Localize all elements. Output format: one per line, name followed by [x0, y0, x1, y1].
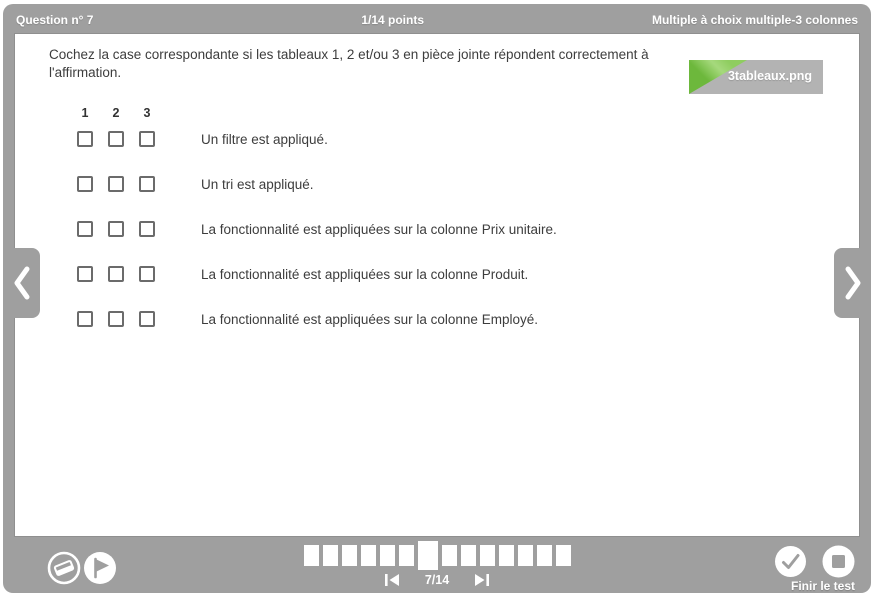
matrix-row [77, 221, 825, 237]
matrix-column-header: 1 [81, 106, 89, 121]
answer-checkbox-col3[interactable] [139, 221, 155, 237]
progress-label: 7/14 [424, 573, 450, 587]
progress-square[interactable] [399, 545, 414, 566]
answer-checkbox-col1[interactable] [77, 221, 93, 237]
answer-checkbox-col2[interactable] [108, 176, 124, 192]
answer-checkbox-col3[interactable] [139, 176, 155, 192]
progress-square[interactable] [442, 545, 457, 566]
matrix-row [77, 311, 825, 327]
header-bar [3, 4, 871, 33]
question-type-label: Multiple à choix multiple-3 colonnes [651, 12, 858, 27]
answer-checkbox-col2[interactable] [108, 311, 124, 327]
flag-icon [83, 551, 117, 585]
matrix-row [77, 176, 825, 192]
attachment-filename: 3tableaux.png [727, 69, 812, 83]
answer-checkbox-col2[interactable] [108, 221, 124, 237]
next-question-icon [473, 573, 490, 587]
pager [277, 573, 597, 587]
flag-question-button[interactable] [83, 551, 117, 585]
footer-bar [3, 537, 871, 593]
statement-label: Un tri est appliqué. [201, 176, 314, 192]
eraser-icon [47, 551, 81, 585]
progress-square-current[interactable] [418, 541, 438, 570]
answer-checkbox-col1[interactable] [77, 131, 93, 147]
progress-square[interactable] [499, 545, 514, 566]
eraser-button[interactable] [47, 551, 81, 585]
progress-square[interactable] [342, 545, 357, 566]
statement-label: La fonctionnalité est appliquées sur la colonne Produit. [201, 266, 529, 282]
stop-square-icon [822, 545, 855, 578]
question-number-label: Question n° 7 [16, 12, 94, 27]
progress-square[interactable] [323, 545, 338, 566]
progress-square[interactable] [480, 545, 495, 566]
progress-square[interactable] [537, 545, 552, 566]
progress-square[interactable] [361, 545, 376, 566]
statement-label: Un filtre est appliqué. [201, 131, 328, 147]
progress-square[interactable] [518, 545, 533, 566]
prev-question-icon [384, 573, 401, 587]
prev-question-button[interactable] [384, 573, 401, 587]
checkbox-matrix [77, 106, 825, 327]
progress-square[interactable] [380, 545, 395, 566]
statement-label: La fonctionnalité est appliquées sur la colonne Employé. [201, 311, 538, 327]
answer-checkbox-col1[interactable] [77, 311, 93, 327]
matrix-row [77, 131, 825, 147]
points-label: 1/14 points [361, 12, 425, 27]
answer-checkbox-col1[interactable] [77, 266, 93, 282]
matrix-row [77, 266, 825, 282]
answer-checkbox-col2[interactable] [108, 131, 124, 147]
chevron-right-icon [843, 265, 863, 301]
statement-label: La fonctionnalité est appliquées sur la colonne Prix unitaire. [201, 221, 557, 237]
progress-squares [277, 539, 597, 571]
footer-left-tools [47, 551, 117, 585]
validate-answer-button[interactable] [774, 545, 807, 578]
chevron-left-icon [12, 265, 32, 301]
checkmark-icon [774, 545, 807, 578]
matrix-rows [77, 131, 825, 327]
progress-square[interactable] [461, 545, 476, 566]
finish-test-button[interactable] [822, 545, 855, 578]
next-question-tab[interactable] [834, 248, 871, 318]
answer-checkbox-col3[interactable] [139, 266, 155, 282]
question-text: Cochez la case correspondante si les tableaux 1, 2 et/ou 3 en pièce jointe répondent correctement à l'affirmation. [49, 47, 649, 81]
footer-right-tools [735, 545, 855, 593]
next-question-button[interactable] [473, 573, 490, 587]
question-panel [14, 33, 860, 537]
quiz-window [3, 4, 871, 593]
answer-checkbox-col3[interactable] [139, 131, 155, 147]
attachment-badge[interactable] [689, 60, 823, 94]
progress-square[interactable] [556, 545, 571, 566]
progress-area [277, 539, 597, 587]
matrix-column-headers [77, 106, 825, 120]
finish-test-label: Finir le test [790, 579, 855, 593]
answer-checkbox-col2[interactable] [108, 266, 124, 282]
answer-checkbox-col3[interactable] [139, 311, 155, 327]
answer-checkbox-col1[interactable] [77, 176, 93, 192]
previous-question-tab[interactable] [3, 248, 40, 318]
progress-square[interactable] [304, 545, 319, 566]
matrix-column-header: 2 [112, 106, 120, 121]
matrix-column-header: 3 [143, 106, 151, 121]
